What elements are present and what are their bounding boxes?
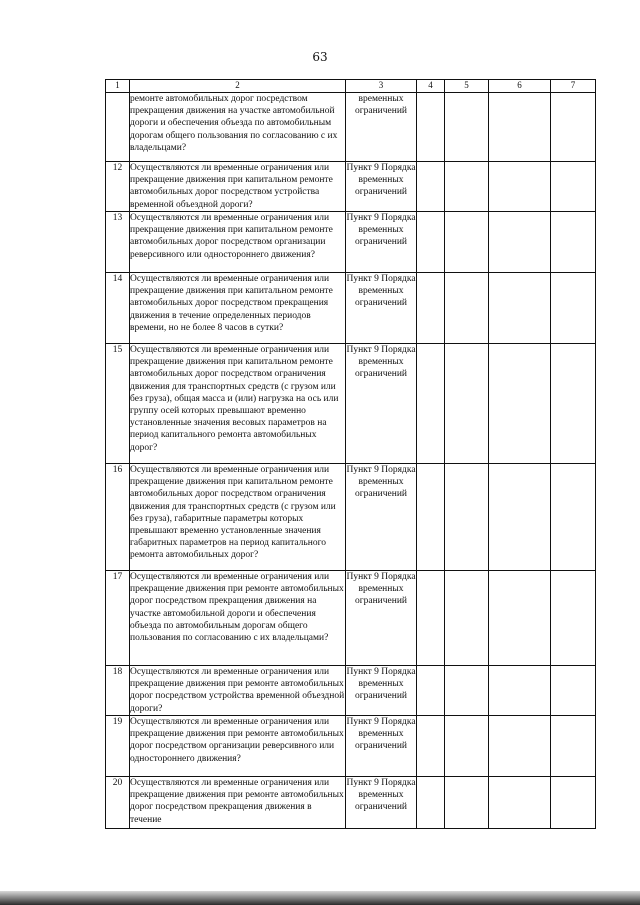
row-number: 12 bbox=[106, 162, 130, 212]
header-col-1: 1 bbox=[106, 80, 130, 93]
reference-text: Пункт 9 Порядка временных ограничений bbox=[346, 273, 417, 344]
answer-cell-6 bbox=[489, 716, 551, 777]
answer-cell-4 bbox=[417, 212, 445, 273]
answer-cell-5 bbox=[445, 273, 489, 344]
header-col-7: 7 bbox=[551, 80, 596, 93]
row-number: 14 bbox=[106, 273, 130, 344]
table-row bbox=[106, 464, 596, 571]
question-text: Осуществляются ли временные ограничения или прекращение движения при капитальном ремонте автомобильных дорог посредством ограничения движения для транспортных средств (с грузом или без груза), общая масса и (или) нагрузка на ось или группу осей которых превышают временно установленные значения весовых параметров на период капитального ремонта автомобильных дорог? bbox=[130, 344, 346, 464]
header-col-6: 6 bbox=[489, 80, 551, 93]
answer-cell-7 bbox=[551, 571, 596, 666]
question-text: Осуществляются ли временные ограничения или прекращение движения при ремонте автомобильных дорог посредством устройства временной объездной дороги? bbox=[130, 667, 345, 714]
answer-cell-4 bbox=[417, 464, 445, 571]
answer-cell-5 bbox=[445, 93, 489, 162]
question-text: Осуществляются ли временные ограничения или прекращение движения при ремонте автомобильных дорог посредством организации реверсивного или одностороннего движения? bbox=[130, 716, 346, 777]
answer-cell-4 bbox=[417, 273, 445, 344]
reference-text: Пункт 9 Порядка временных ограничений bbox=[346, 162, 417, 212]
reference-text: Пункт 9 Порядка временных ограничений bbox=[346, 464, 417, 571]
question-text: Осуществляются ли временные ограничения или прекращение движения при капитальном ремонте автомобильных дорог посредством устройства временной объездной дороги? bbox=[130, 162, 346, 212]
table-row bbox=[106, 162, 596, 212]
answer-cell-6 bbox=[489, 93, 551, 162]
row-number: 13 bbox=[106, 212, 130, 273]
reference-text: временных ограничений bbox=[346, 93, 417, 162]
row-number: 18 bbox=[106, 666, 130, 716]
row-number bbox=[106, 93, 130, 162]
answer-cell-6 bbox=[489, 212, 551, 273]
reference-text: Пункт 9 Порядка временных ограничений bbox=[346, 344, 417, 464]
answer-cell-5 bbox=[445, 777, 489, 829]
answer-cell-6 bbox=[489, 464, 551, 571]
answer-cell-7 bbox=[551, 212, 596, 273]
table-row bbox=[106, 777, 596, 829]
answer-cell-7 bbox=[551, 93, 596, 162]
reference-text: Пункт 9 Порядка временных ограничений bbox=[346, 716, 417, 777]
table-row bbox=[106, 344, 596, 464]
answer-cell-5 bbox=[445, 666, 489, 716]
answer-cell-6 bbox=[489, 571, 551, 666]
answer-cell-4 bbox=[417, 716, 445, 777]
header-col-5: 5 bbox=[445, 80, 489, 93]
scan-edge bbox=[0, 891, 640, 905]
reference-text: Пункт 9 Порядка временных ограничений bbox=[346, 777, 417, 829]
answer-cell-7 bbox=[551, 162, 596, 212]
answer-cell-4 bbox=[417, 777, 445, 829]
answer-cell-4 bbox=[417, 93, 445, 162]
answer-cell-7 bbox=[551, 666, 596, 716]
answer-cell-5 bbox=[445, 464, 489, 571]
checklist-table bbox=[105, 79, 596, 829]
answer-cell-5 bbox=[445, 344, 489, 464]
answer-cell-6 bbox=[489, 273, 551, 344]
page-number: 63 bbox=[312, 50, 328, 64]
answer-cell-7 bbox=[551, 716, 596, 777]
answer-cell-4 bbox=[417, 162, 445, 212]
row-number: 17 bbox=[106, 571, 130, 666]
reference-text: Пункт 9 Порядка временных ограничений bbox=[346, 212, 417, 273]
question-text: Осуществляются ли временные ограничения или прекращение движения при капитальном ремонте автомобильных дорог посредством организации реверсивного или одностороннего движения? bbox=[130, 212, 346, 273]
row-number: 19 bbox=[106, 716, 130, 777]
answer-cell-7 bbox=[551, 344, 596, 464]
table-row bbox=[106, 666, 596, 716]
table-header-row bbox=[106, 80, 596, 93]
answer-cell-6 bbox=[489, 344, 551, 464]
answer-cell-4 bbox=[417, 344, 445, 464]
answer-cell-7 bbox=[551, 777, 596, 829]
answer-cell-6 bbox=[489, 162, 551, 212]
answer-cell-4 bbox=[417, 571, 445, 666]
question-text: Осуществляются ли временные ограничения или прекращение движения при ремонте автомобильных дорог посредством прекращения движения в течение bbox=[130, 777, 346, 829]
table-row bbox=[106, 571, 596, 666]
question-text: ремонте автомобильных дорог посредством прекращения движения на участке автомобильной дороги и обеспечения объезда по автомобильным дорогам общего пользования по согласованию с их владельцами? bbox=[130, 93, 346, 162]
reference-text: Пункт 9 Порядка временных ограничений bbox=[346, 666, 417, 716]
table-row bbox=[106, 212, 596, 273]
header-col-2: 2 bbox=[130, 80, 346, 93]
answer-cell-7 bbox=[551, 273, 596, 344]
table-row bbox=[106, 93, 596, 162]
answer-cell-5 bbox=[445, 716, 489, 777]
question-text: Осуществляются ли временные ограничения или прекращение движения при капитальном ремонте автомобильных дорог посредством ограничения движения для транспортных средств (с грузом или без груза), габаритные параметры которых превышают временно установленные значения габаритных параметров на период капитального ремонта автомобильных дорог? bbox=[130, 464, 346, 571]
row-number: 20 bbox=[106, 777, 130, 829]
header-col-4: 4 bbox=[417, 80, 445, 93]
table-row bbox=[106, 273, 596, 344]
answer-cell-4 bbox=[417, 666, 445, 716]
row-number: 16 bbox=[106, 464, 130, 571]
table-row bbox=[106, 716, 596, 777]
answer-cell-5 bbox=[445, 162, 489, 212]
answer-cell-5 bbox=[445, 212, 489, 273]
question-text: Осуществляются ли временные ограничения или прекращение движения при капитальном ремонте автомобильных дорог посредством прекращения движения в течение определенных периодов времени, но не более 8 часов в сутки? bbox=[130, 273, 346, 344]
question-text: Осуществляются ли временные ограничения или прекращение движения при ремонте автомобильных дорог посредством прекращения движения на участке автомобильной дороги и обеспечения объезда по автомобильным дорогам общего пользования по согласованию с их владельцами? bbox=[130, 571, 346, 666]
header-col-3: 3 bbox=[346, 80, 417, 93]
answer-cell-6 bbox=[489, 777, 551, 829]
answer-cell-7 bbox=[551, 464, 596, 571]
answer-cell-6 bbox=[489, 666, 551, 716]
answer-cell-5 bbox=[445, 571, 489, 666]
reference-text: Пункт 9 Порядка временных ограничений bbox=[346, 571, 417, 666]
row-number: 15 bbox=[106, 344, 130, 464]
